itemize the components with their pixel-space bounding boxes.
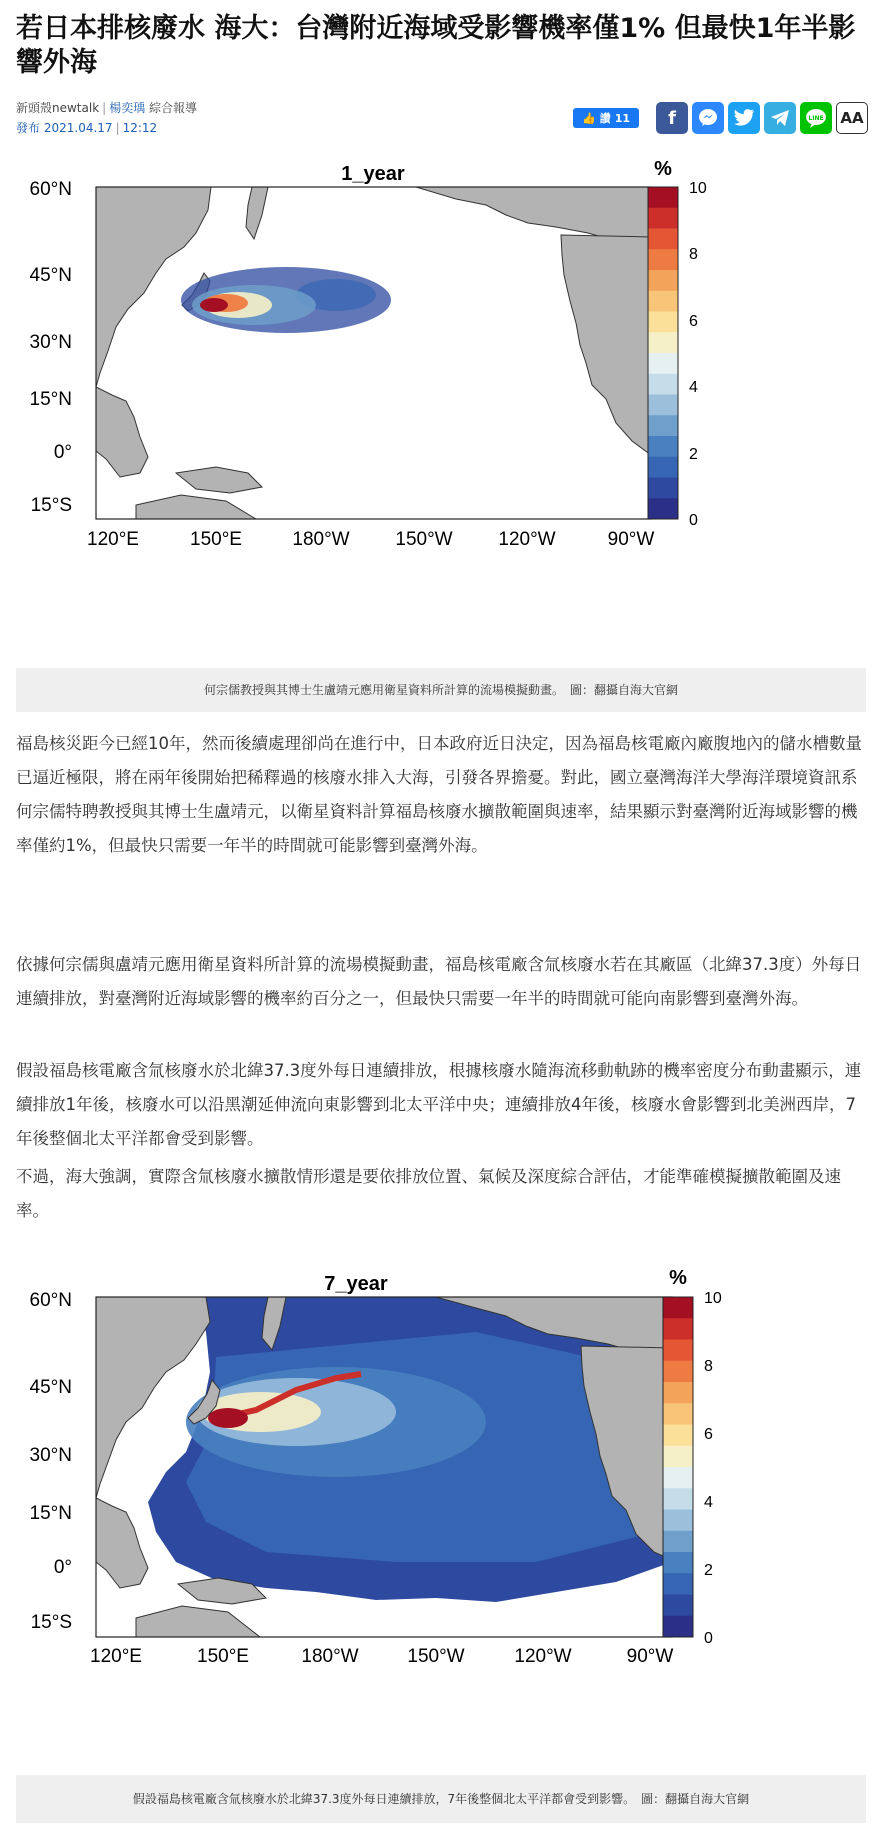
colorbar-segment xyxy=(663,1510,693,1532)
article-meta xyxy=(16,98,197,138)
colorbar-segment xyxy=(648,312,678,333)
map-figure-7-year xyxy=(16,1262,866,1792)
colorbar-tick: 10 xyxy=(704,1290,722,1307)
colorbar-unit: % xyxy=(669,1267,687,1289)
telegram-icon xyxy=(769,108,791,128)
publish-info: 發布 2021.04.17 | 12:12 xyxy=(16,121,158,135)
share-buttons xyxy=(656,102,868,134)
lat-label: 15°S xyxy=(30,495,72,516)
lon-label: 150°W xyxy=(407,1646,465,1667)
colorbar-segment xyxy=(648,478,678,499)
colorbar-segment xyxy=(663,1531,693,1553)
article-paragraph: 不過，海大強調，實際含氚核廢水擴散情形還是要依排放位置、氣候及深度綜合評估，才能準確模擬擴散範圍及速率。 xyxy=(16,1167,841,1220)
colorbar-unit: % xyxy=(654,158,672,180)
map-figure-1-year xyxy=(16,155,866,665)
figure-caption: 假設福島核電廠含氚核廢水於北緯37.3度外每日連續排放，7年後整個北太平洋都會受到影響。 圖：翻攝自海大官網 xyxy=(16,1775,866,1823)
colorbar-segment xyxy=(663,1297,693,1319)
figure-caption: 何宗儒教授與其博士生盧靖元應用衛星資料所計算的流場模擬動畫。 圖：翻攝自海大官網 xyxy=(16,668,866,712)
lat-label: 30°N xyxy=(29,332,72,353)
source-label: 新頭殼newtalk xyxy=(16,101,100,115)
lon-label: 120°W xyxy=(514,1646,572,1667)
colorbar-segment xyxy=(663,1403,693,1425)
author-link[interactable]: 楊奕瑀 xyxy=(109,101,146,115)
like-label: 讚 xyxy=(599,112,611,125)
colorbar-tick: 6 xyxy=(704,1426,713,1443)
colorbar-segment xyxy=(648,249,678,270)
map-7-year-svg xyxy=(16,1262,866,1772)
article-headline: 若日本排核廢水 海大：台灣附近海域受影響機率僅1% 但最快1年半影響外海 xyxy=(16,13,856,78)
article-paragraph: 依據何宗儒與盧靖元應用衛星資料所計算的流場模擬動畫，福島核電廠含氚核廢水若在其廠區（北緯37.3度）外每日連續排放，對臺灣附近海域影響的機率約百分之一，但最快只需要一年半的時間就可能向南影響到臺灣外海。 xyxy=(16,955,862,1008)
colorbar-segment xyxy=(648,436,678,457)
map-title: 7_year xyxy=(324,1273,388,1295)
lat-label: 60°N xyxy=(29,1290,72,1311)
publish-date: 2021.04.17 xyxy=(43,121,113,135)
twitter-icon xyxy=(733,108,755,128)
colorbar-segment xyxy=(648,353,678,374)
lat-label: 60°N xyxy=(29,179,72,200)
colorbar-segment xyxy=(663,1467,693,1489)
lon-label: 180°W xyxy=(301,1646,359,1667)
facebook-share-button[interactable] xyxy=(656,102,688,134)
publish-label: 發布 xyxy=(16,121,41,135)
lon-label: 120°W xyxy=(498,529,556,550)
colorbar-segment xyxy=(663,1361,693,1383)
colorbar-segment xyxy=(648,291,678,312)
telegram-share-button[interactable] xyxy=(764,102,796,134)
facebook-like-button[interactable] xyxy=(573,108,639,128)
colorbar-segment xyxy=(663,1446,693,1468)
colorbar-segment xyxy=(648,270,678,291)
colorbar-segment xyxy=(663,1573,693,1595)
colorbar-segment xyxy=(663,1340,693,1362)
author-suffix: 綜合報導 xyxy=(149,101,198,115)
colorbar-segment xyxy=(663,1382,693,1404)
lon-label: 120°E xyxy=(90,1646,142,1667)
lat-label: 30°N xyxy=(29,1445,72,1466)
colorbar-segment xyxy=(648,457,678,478)
colorbar-tick: 4 xyxy=(704,1494,713,1511)
messenger-icon xyxy=(697,107,719,129)
lon-label: 90°W xyxy=(607,529,655,550)
byline: 新頭殼newtalk | 楊奕瑀 綜合報導 xyxy=(16,101,198,115)
plume-1-year xyxy=(181,267,391,333)
colorbar-segment xyxy=(663,1318,693,1340)
svg-text:LINE: LINE xyxy=(808,115,824,122)
colorbar-segment xyxy=(648,374,678,395)
colorbar-tick: 2 xyxy=(704,1562,713,1579)
colorbar-tick: 4 xyxy=(689,379,698,396)
lon-label: 120°E xyxy=(87,529,139,550)
colorbar-segment xyxy=(663,1616,693,1638)
colorbar-tick: 10 xyxy=(689,180,707,197)
twitter-share-button[interactable] xyxy=(728,102,760,134)
colorbar-segment xyxy=(648,208,678,229)
lon-label: 150°W xyxy=(395,529,453,550)
colorbar-tick: 0 xyxy=(689,512,698,529)
lat-label: 0° xyxy=(53,1557,72,1578)
colorbar-segment xyxy=(648,187,678,208)
lat-label: 15°N xyxy=(29,1503,72,1524)
colorbar-tick: 8 xyxy=(704,1358,713,1375)
lon-label: 90°W xyxy=(626,1646,674,1667)
line-share-button[interactable] xyxy=(800,102,832,134)
like-count: 11 xyxy=(614,111,630,125)
lon-label: 180°W xyxy=(292,529,350,550)
facebook-icon: f xyxy=(668,107,676,129)
plume-7-year xyxy=(148,1297,672,1602)
colorbar-segment xyxy=(663,1488,693,1510)
colorbar-segment xyxy=(648,395,678,416)
colorbar-segment xyxy=(663,1595,693,1617)
lat-label: 45°N xyxy=(29,265,72,286)
colorbar-tick: 2 xyxy=(689,446,698,463)
messenger-share-button[interactable] xyxy=(692,102,724,134)
lat-label: 0° xyxy=(53,442,72,463)
lat-label: 15°N xyxy=(29,389,72,410)
lon-label: 150°E xyxy=(197,1646,249,1667)
thumbs-up-icon: 👍 xyxy=(581,111,596,125)
font-size-icon: AA xyxy=(840,109,864,127)
colorbar-tick: 8 xyxy=(689,246,698,263)
colorbar-segment xyxy=(663,1425,693,1447)
colorbar-segment xyxy=(648,332,678,353)
lat-label: 15°S xyxy=(30,1612,72,1633)
colorbar-segment xyxy=(663,1552,693,1574)
colorbar xyxy=(663,1297,693,1638)
colorbar xyxy=(648,187,678,520)
colorbar-tick: 0 xyxy=(704,1630,713,1647)
lon-label: 150°E xyxy=(190,529,242,550)
font-size-button[interactable] xyxy=(836,102,868,134)
colorbar-segment xyxy=(648,229,678,250)
map-1-year-svg xyxy=(16,155,866,665)
publish-time: 12:12 xyxy=(122,121,158,135)
map-title: 1_year xyxy=(341,163,405,185)
article-paragraph: 福島核災距今已經10年，然而後續處理卻尚在進行中，日本政府近日決定，因為福島核電廠內廠腹地內的儲水槽數量已逼近極限，將在兩年後開始把稀釋過的核廢水排入大海，引發各界擔憂。對此，國立臺灣海洋大學海洋環境資訊系何宗儒特聘教授與其博士生盧靖元，以衛星資料計算福島核廢水擴散範圍與速率，結果顯示對臺灣附近海域影響的機率僅約1%，但最快只需要一年半的時間就可能影響到臺灣外海。 xyxy=(16,734,862,855)
colorbar-segment xyxy=(648,498,678,519)
colorbar-segment xyxy=(648,415,678,436)
line-icon xyxy=(804,107,828,129)
lat-label: 45°N xyxy=(29,1377,72,1398)
article-paragraph: 假設福島核電廠含氚核廢水於北緯37.3度外每日連續排放，根據核廢水隨海流移動軌跡的機率密度分布動畫顯示，連續排放1年後，核廢水可以沿黑潮延伸流向東影響到北太平洋中央；連續排放4年後，核廢水會影響到北美洲西岸，7年後整個北太平洋都會受到影響。 xyxy=(16,1061,862,1148)
colorbar-tick: 6 xyxy=(689,313,698,330)
